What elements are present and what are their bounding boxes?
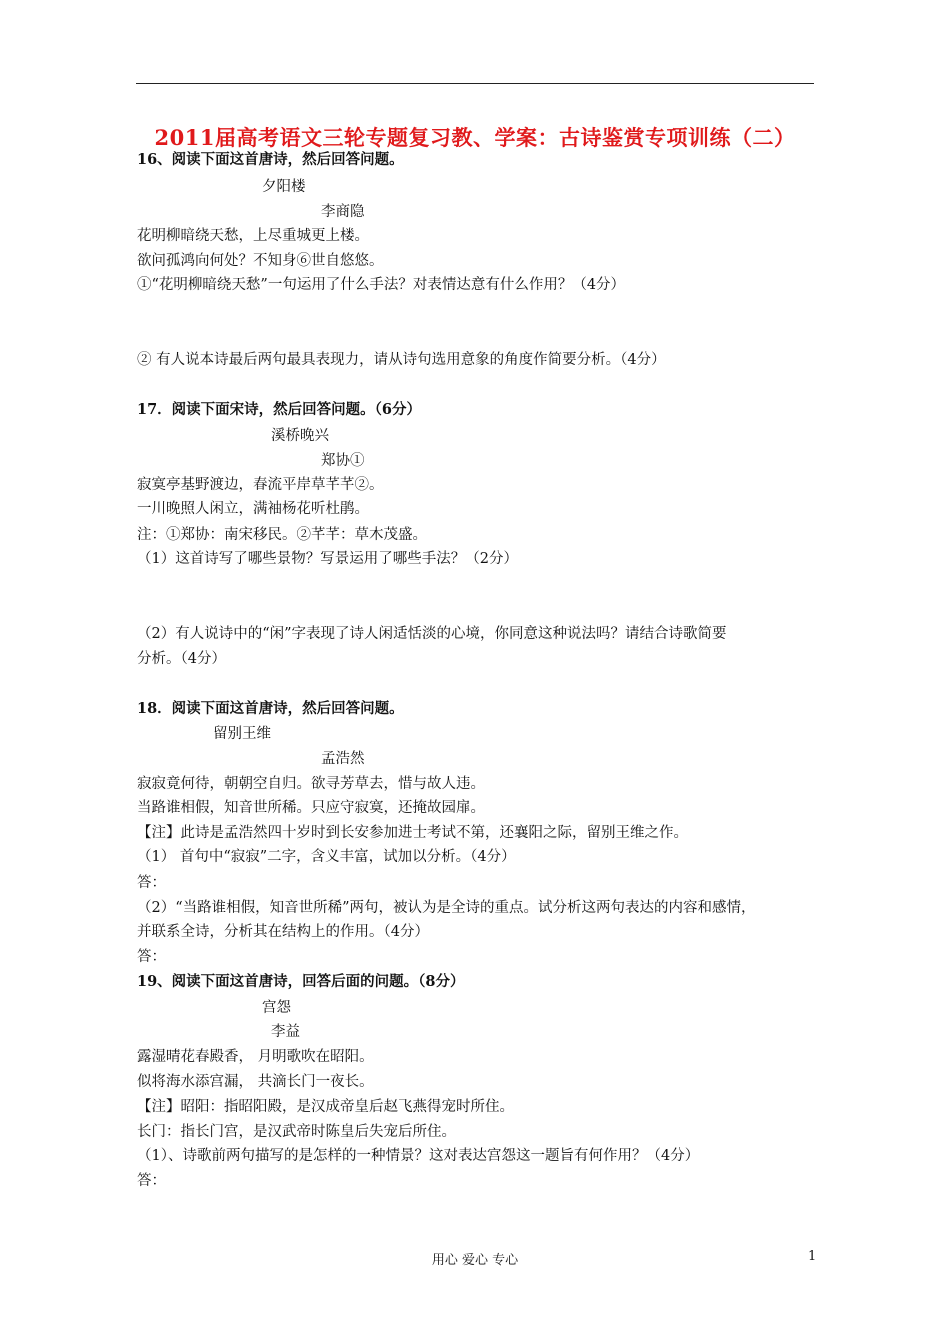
q19-poem-line-2: 似将海水添宫漏， 共滴长门一夜长。 <box>137 1074 374 1090</box>
q16-question-1: ①“花明柳暗绕天愁”一句运用了什么手法？对表情达意有什么作用？（4分） <box>137 277 626 293</box>
q17-question-2-line-2: 分析。（4分） <box>137 651 226 667</box>
q18-question-2-line-1: （2）“当路谁相假，知音世所稀”两句，被认为是全诗的重点。试分析这两句表达的内容和感情， <box>137 900 756 916</box>
q18-note: 【注】此诗是孟浩然四十岁时到长安参加进士考试不第，还襄阳之际，留别王维之作。 <box>137 825 688 841</box>
q18-author: 孟浩然 <box>321 751 365 767</box>
q19-answer-1: 答： <box>137 1173 166 1189</box>
q19-heading: 19、阅读下面这首唐诗，回答后面的问题。（8分） <box>137 973 465 990</box>
q18-poem-title: 留别王维 <box>213 726 271 742</box>
q16-question-2: ② 有人说本诗最后两句最具表现力，请从诗句选用意象的角度作简要分析。（4分） <box>137 352 666 368</box>
page-footer: 用心 爱心 专心 <box>431 1253 519 1268</box>
q18-poem-line-1: 寂寂竟何待，朝朝空自归。欲寻芳草去，惜与故人违。 <box>137 776 485 792</box>
q18-heading: 18．阅读下面这首唐诗，然后回答问题。 <box>137 700 404 717</box>
q17-poem-title: 溪桥晚兴 <box>271 428 329 444</box>
q18-question-1: （1） 首句中“寂寂”二字，含义丰富，试加以分析。（4分） <box>137 849 516 865</box>
q19-question-1: （1）、诗歌前两句描写的是怎样的一种情景？这对表达宫怨这一题旨有何作用？（4分） <box>137 1148 700 1164</box>
q18-poem-line-2: 当路谁相假，知音世所稀。只应守寂寞，还掩故园扉。 <box>137 800 485 816</box>
q17-heading: 17．阅读下面宋诗，然后回答问题。（6分） <box>137 401 422 418</box>
q16-poem-title: 夕阳楼 <box>262 179 306 195</box>
q16-poem-line-2: 欲问孤鸿向何处？不知身⑥世自悠悠。 <box>137 253 384 269</box>
q18-question-2-line-2: 并联系全诗，分析其在结构上的作用。（4分） <box>137 924 429 940</box>
page-title: 2011届高考语文三轮专题复习教、学案：古诗鉴赏专项训练（二） <box>154 125 796 150</box>
q19-note-2: 长门：指长门宫，是汉武帝时陈皇后失宠后所住。 <box>137 1124 456 1140</box>
q19-poem-line-1: 露湿晴花春殿香， 月明歌吹在昭阳。 <box>137 1049 374 1065</box>
q19-poem-title: 宫怨 <box>262 1000 291 1016</box>
page-number: 1 <box>808 1249 817 1264</box>
q17-note: 注：①郑协：南宋移民。②芊芊：草木茂盛。 <box>137 527 427 543</box>
q17-poem-line-2: 一川晚照人闲立，满袖杨花听杜鹃。 <box>137 501 369 517</box>
q17-author: 郑协① <box>321 453 365 469</box>
q18-answer-1: 答： <box>137 875 166 891</box>
q16-author: 李商隐 <box>321 204 365 220</box>
q17-poem-line-1: 寂寞亭基野渡边，春流平岸草芊芊②。 <box>137 477 384 493</box>
q19-note-1: 【注】昭阳：指昭阳殿，是汉成帝皇后赵飞燕得宠时所住。 <box>137 1099 514 1115</box>
q17-question-1: （1）这首诗写了哪些景物？写景运用了哪些手法？（2分） <box>137 551 518 567</box>
header-rule <box>136 83 814 84</box>
q16-heading: 16、阅读下面这首唐诗，然后回答问题。 <box>137 151 404 168</box>
q17-question-2-line-1: （2）有人说诗中的“闲”字表现了诗人闲适恬淡的心境，你同意这种说法吗？请结合诗歌简要 <box>137 626 727 642</box>
q19-author: 李益 <box>271 1024 300 1040</box>
q18-answer-2: 答： <box>137 949 166 965</box>
q16-poem-line-1: 花明柳暗绕天愁，上尽重城更上楼。 <box>137 228 369 244</box>
